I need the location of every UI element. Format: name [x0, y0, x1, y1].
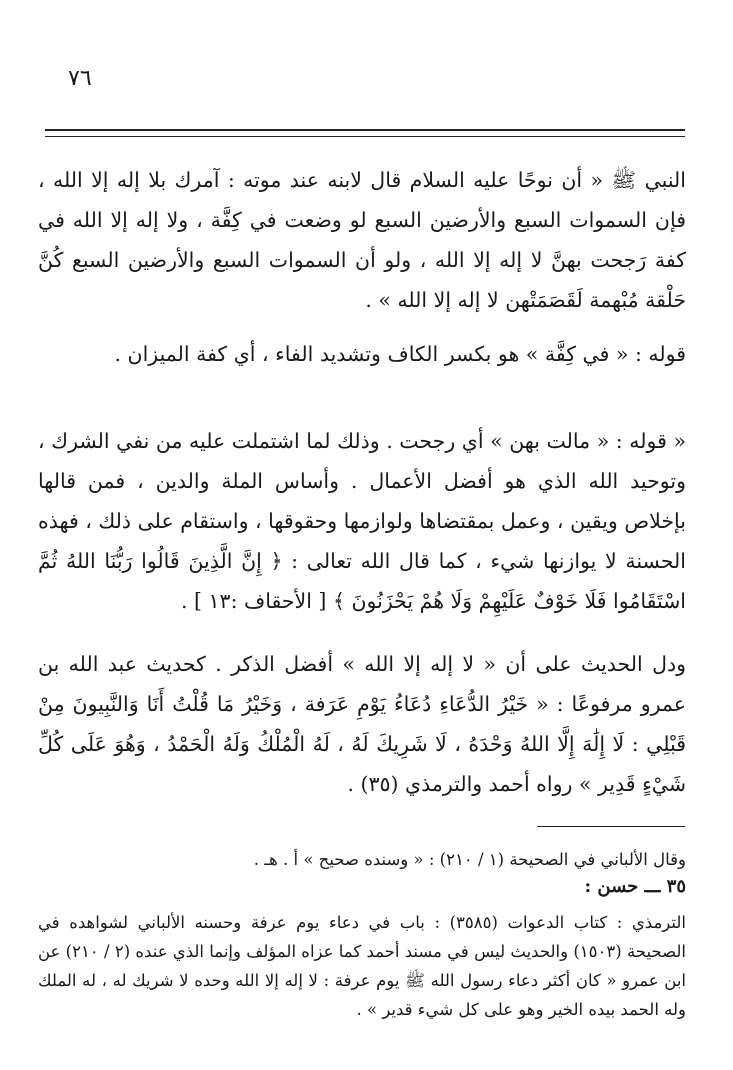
footnote-35-body: الترمذي : كتاب الدعوات (٣٥٨٥) : باب في دعاء يوم عرفة وحسنه الألباني لشواهده في الصحيحة (١٥٠٣) والحديث ليس في مسند أحمد كما عزاه المؤلف وإنما الذي عنده (٢ / ٢١٠) عن ابن عمرو « كان أكثر دعاء رسول الله ﷺ يوم عرفة : لا إله إلا الله وحده لا شريك له ، له الملك وله الحمد بيده الخير وهو على كل شيء قدير » .: [38, 913, 686, 1019]
footnote-previous-tail: وقال الألباني في الصحيحة (١ / ٢١٠) : « وسنده صحيح » أ . هـ .: [253, 850, 686, 869]
paragraph-tawhid-explanation: « قوله : « مالت بهن » أي رجحت . وذلك لما اشتملت عليه من نفي الشرك ، وتوحيد الله الذي هو أفضل الأعمال . وأساس الملة والدين ، فمن قالها بإخلاص ويقين ، وعمل بمقتضاها ولوازمها وحقوقها ، واستقام على ذلك ، فهذه الحسنة لا يوازنها شيء ، كما قال الله تعالى : ﴿ إِنَّ الَّذِينَ قَالُوا رَبُّنَا اللهُ ثُمَّ اسْتَقَامُوا فَلَا خَوْفٌ عَلَيْهِمْ وَلَا هُمْ يَحْزَنُونَ ﴾ [ الأحقاف :١٣ ] .: [38, 429, 686, 613]
paragraph-best-dhikr: ودل الحديث على أن « لا إله إلا الله » أفضل الذكر . كحديث عبد الله بن عمرو مرفوعًا : « خَيْرُ الدُّعَاءِ دُعَاءُ يَوْمِ عَرَفة ، وَخَيْرُ مَا قُلْتُ أَنَا وَالنَّبِيونَ مِنْ قَبْلِي : لَا إِلَٰهَ إِلَّا اللهُ وَحْدَهُ ، لَا شَرِيكَ لَهُ ، لَهُ الْمُلْكُ وَلَهُ الْحَمْدُ ، وَهُوَ عَلَى كُلِّ شَيْءٍ قَدِير » رواه أحمد والترمذي (٣٥) .: [38, 652, 686, 796]
page-number: ٧٦: [68, 66, 92, 91]
header-rule-thin: [45, 136, 685, 137]
footnote-35-heading: ٣٥ ـــ حسن :: [584, 876, 686, 897]
paragraph-hadith-noah: النبي ﷺ « أن نوحًا عليه السلام قال لابنه عند موته : آمرك بلا إله إلا الله ، فإن السموات السبع والأرضين السبع لو وضعت في كِفَّة ، ولا إله إلا الله في كفة رَجحت بهنَّ لا إله إلا الله ، ولو أن السموات السبع والأرضين السبع كُنَّ حَلْقة مُبْهمة لَقَصَمَتْهن لا إله إلا الله » .: [38, 168, 686, 312]
footnote-separator: [537, 826, 685, 827]
header-rule-thick: [45, 129, 685, 131]
paragraph-kiffa-explanation: قوله : « في كِفَّة » هو بكسر الكاف وتشديد الفاء ، أي كفة الميزان .: [114, 342, 686, 366]
